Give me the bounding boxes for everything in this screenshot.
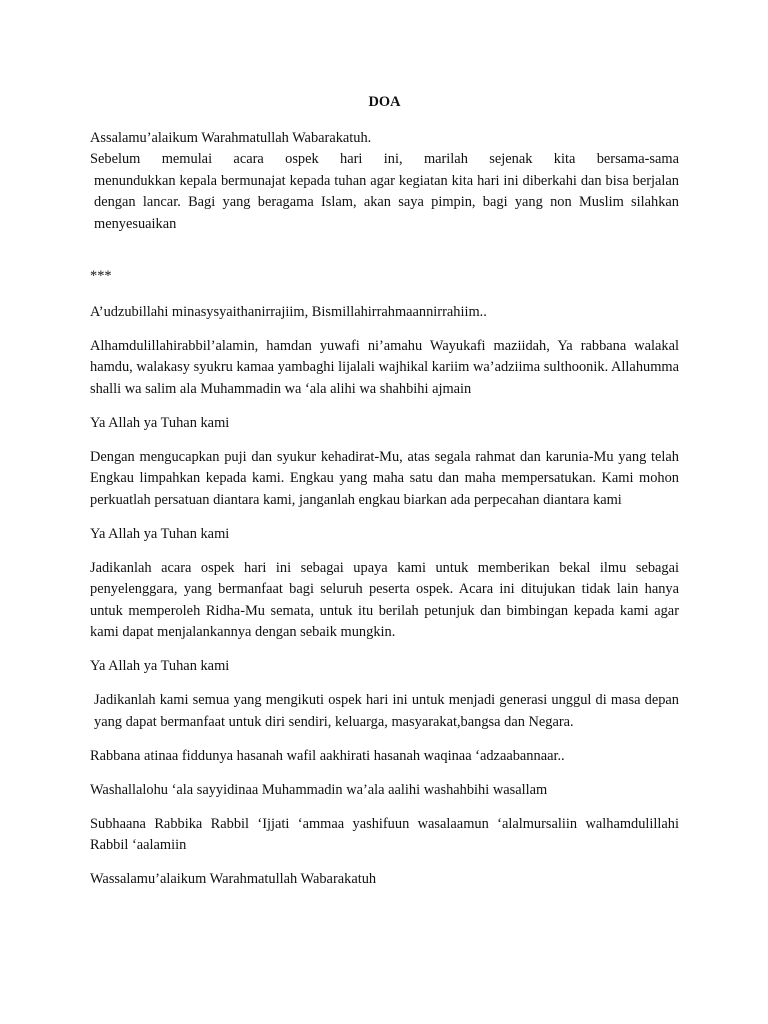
paragraph-hamdalah: Alhamdulillahirabbil’alamin, hamdan yuwafi ni’amahu Wayukafi maziidah, Ya rabbana walakal hamdu, walakasy syukru kamaa yambaghi lijalali wajhikal kariim wa’adziima sulthoonik. Allahumma shalli wa salim ala Muhammadin wa ‘ala alihi wa shahbihi ajmain (90, 337, 679, 397)
closing-greeting: Wassalamu’alaikum Warahmatullah Wabarakatuh (90, 871, 377, 887)
greeting-line: Assalamu’alaikum Warahmatullah Wabarakatuh. (90, 129, 372, 146)
document-title: DOA (368, 94, 401, 110)
paragraph-rabbana: Rabbana atinaa fiddunya hasanah wafil aakhirati hasanah waqinaa ‘adzaabannaar.. (90, 747, 565, 764)
intro-first-line: Sebelum memulai acara ospek hari ini, marilah sejenak kita bersama-sama (90, 151, 679, 167)
document-page (90, 92, 679, 903)
intro-paragraph: menundukkan kepala bermunajat kepada tuhan agar kegiatan kita hari ini diberkahi dan bisa berjalan dengan lancar. Bagi yang beragama Islam, akan saya pimpin, bagi yang non Muslim silahkan menyesuaikan (94, 172, 679, 232)
paragraph-heading-2: Ya Allah ya Tuhan kami (90, 525, 230, 542)
paragraph-heading-3: Ya Allah ya Tuhan kami (90, 658, 230, 674)
paragraph-taawudz: A’udzubillahi minasysyaithanirrajiim, Bismillahirrahmaannirrahiim.. (90, 303, 487, 320)
spacer (90, 235, 679, 266)
paragraph-generasi: Jadikanlah kami semua yang mengikuti ospek hari ini untuk menjadi generasi unggul di masa depan yang dapat bermanfaat untuk diri sendiri, keluarga, masyarakat,bangsa dan Negara. (94, 692, 679, 730)
section-separator: *** (90, 268, 112, 284)
paragraph-subhaana: Subhaana Rabbika Rabbil ‘Ijjati ‘ammaa yashifuun wasalaamun ‘alalmursaliin walhamdulillahi Rabbil ‘aalamiin (90, 815, 679, 853)
paragraph-acara-ospek: Jadikanlah acara ospek hari ini sebagai upaya kami untuk memberikan bekal ilmu sebagai penyelenggara, yang bermanfaat bagi seluruh peserta ospek. Acara ini ditujukan tidak lain hanya untuk memperoleh Ridha-Mu semata, untuk itu berilah petunjuk dan bimbingan kepada kami agar kami dapat menjalankannya dengan sebaik mungkin. (90, 559, 679, 640)
paragraph-shalawat: Washallalohu ‘ala sayyidinaa Muhammadin wa’ala aalihi washahbihi wasallam (90, 781, 548, 798)
paragraph-persatuan: Dengan mengucapkan puji dan syukur kehadirat-Mu, atas segala rahmat dan karunia-Mu yang telah Engkau limpahkan kepada kami. Engkau yang maha satu dan maha mempersatukan. Kami mohon perkuatlah persatuan diantara kami, janganlah engkau biarkan ada perpecahan diantara kami (90, 448, 679, 508)
paragraph-heading-1: Ya Allah ya Tuhan kami (90, 414, 230, 431)
